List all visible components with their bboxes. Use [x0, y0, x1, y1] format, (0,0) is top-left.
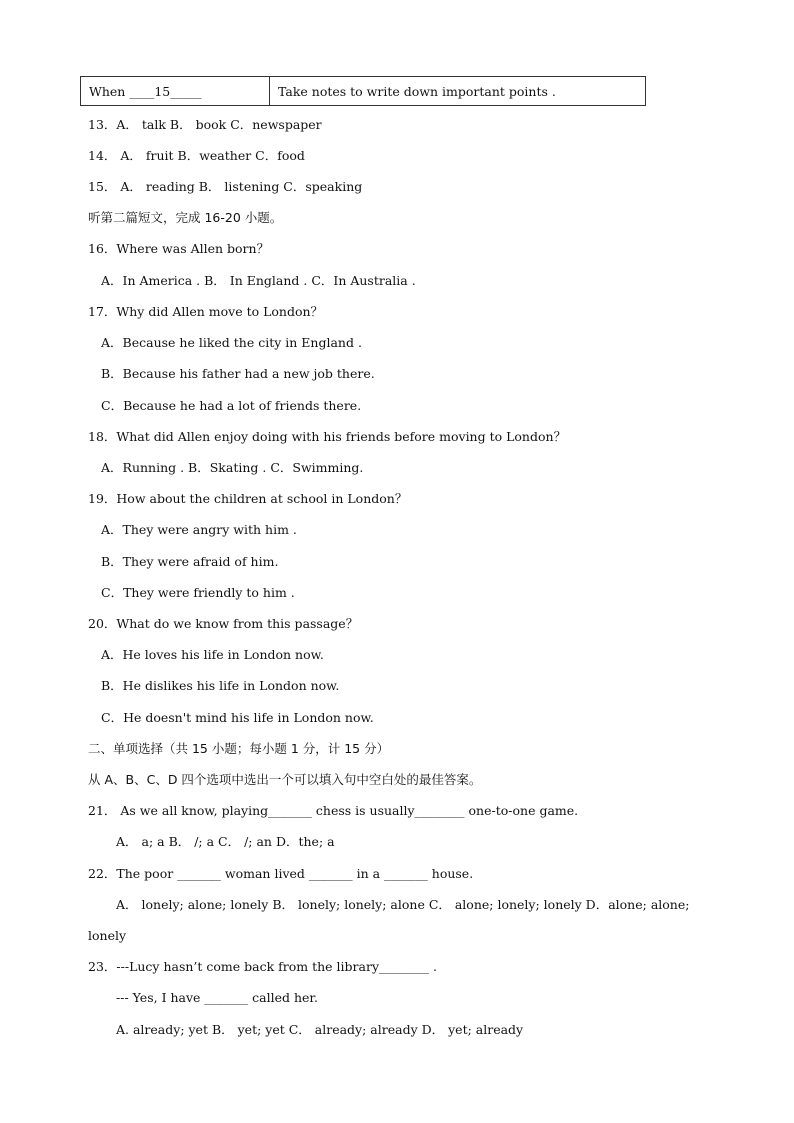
q17-question: 17．Why did Allen move to London？	[88, 304, 324, 319]
q14-options: 14． A． fruit B．weather C．food	[88, 148, 305, 163]
section-instruction-single-choice: 从 A、B、C、D 四个选项中选出一个可以填入句中空白处的最佳答案。	[88, 772, 482, 787]
q19-option-b: B．They were afraid of him.	[101, 554, 279, 569]
q15-options: 15． A． reading B． listening C．speaking	[88, 179, 363, 194]
q16-options: A．In America . B． In England . C．In Australia .	[101, 273, 416, 288]
q23-reply: --- Yes, I have _______ called her.	[116, 990, 318, 1005]
q22-question: 22．The poor _______ woman lived _______ in a _______ house.	[88, 866, 474, 881]
q19-option-c: C．They were friendly to him .	[101, 585, 295, 600]
section-heading-single-choice: 二、单项选择（共 15 小题；每小题 1 分，计 15 分）	[88, 741, 390, 756]
q23-options: A. already; yet B． yet; yet C． already; already D． yet; already	[116, 1022, 524, 1037]
q23-question: 23．---Lucy hasn’t come back from the library________ .	[88, 959, 437, 974]
notes-table-row	[80, 76, 646, 106]
q22-options-wrap: lonely	[88, 928, 127, 943]
q18-question: 18．What did Allen enjoy doing with his friends before moving to London？	[88, 429, 567, 444]
q20-question: 20．What do we know from this passage？	[88, 616, 359, 631]
q22-options: A． lonely; alone; lonely B． lonely; lonely; alone C． alone; lonely; lonely D．alone; alone;	[116, 897, 690, 912]
q16-question: 16．Where was Allen born？	[88, 241, 270, 256]
table-cell-when: When ____15_____	[81, 77, 270, 105]
q21-options: A． a; a B． /; a C． /; an D．the; a	[116, 834, 335, 849]
q13-options: 13．A． talk B． book C．newspaper	[88, 117, 322, 132]
q18-options: A．Running . B．Skating . C．Swimming.	[101, 460, 364, 475]
q17-option-c: C．Because he had a lot of friends there.	[101, 398, 362, 413]
q21-question: 21． As we all know, playing_______ chess is usually________ one-to-one game.	[88, 803, 579, 818]
q20-option-a: A．He loves his life in London now.	[101, 647, 324, 662]
table-cell-take-notes: Take notes to write down important points .	[278, 83, 556, 99]
q20-option-b: B．He dislikes his life in London now.	[101, 678, 340, 693]
q17-option-a: A．Because he liked the city in England .	[101, 335, 362, 350]
q17-option-b: B．Because his father had a new job there.	[101, 366, 375, 381]
q19-question: 19．How about the children at school in London？	[88, 491, 408, 506]
q20-option-c: C．He doesn't mind his life in London now.	[101, 710, 374, 725]
q19-option-a: A．They were angry with him .	[101, 522, 297, 537]
section-instruction-passage-2: 听第二篇短文，完成 16-20 小题。	[88, 210, 283, 225]
